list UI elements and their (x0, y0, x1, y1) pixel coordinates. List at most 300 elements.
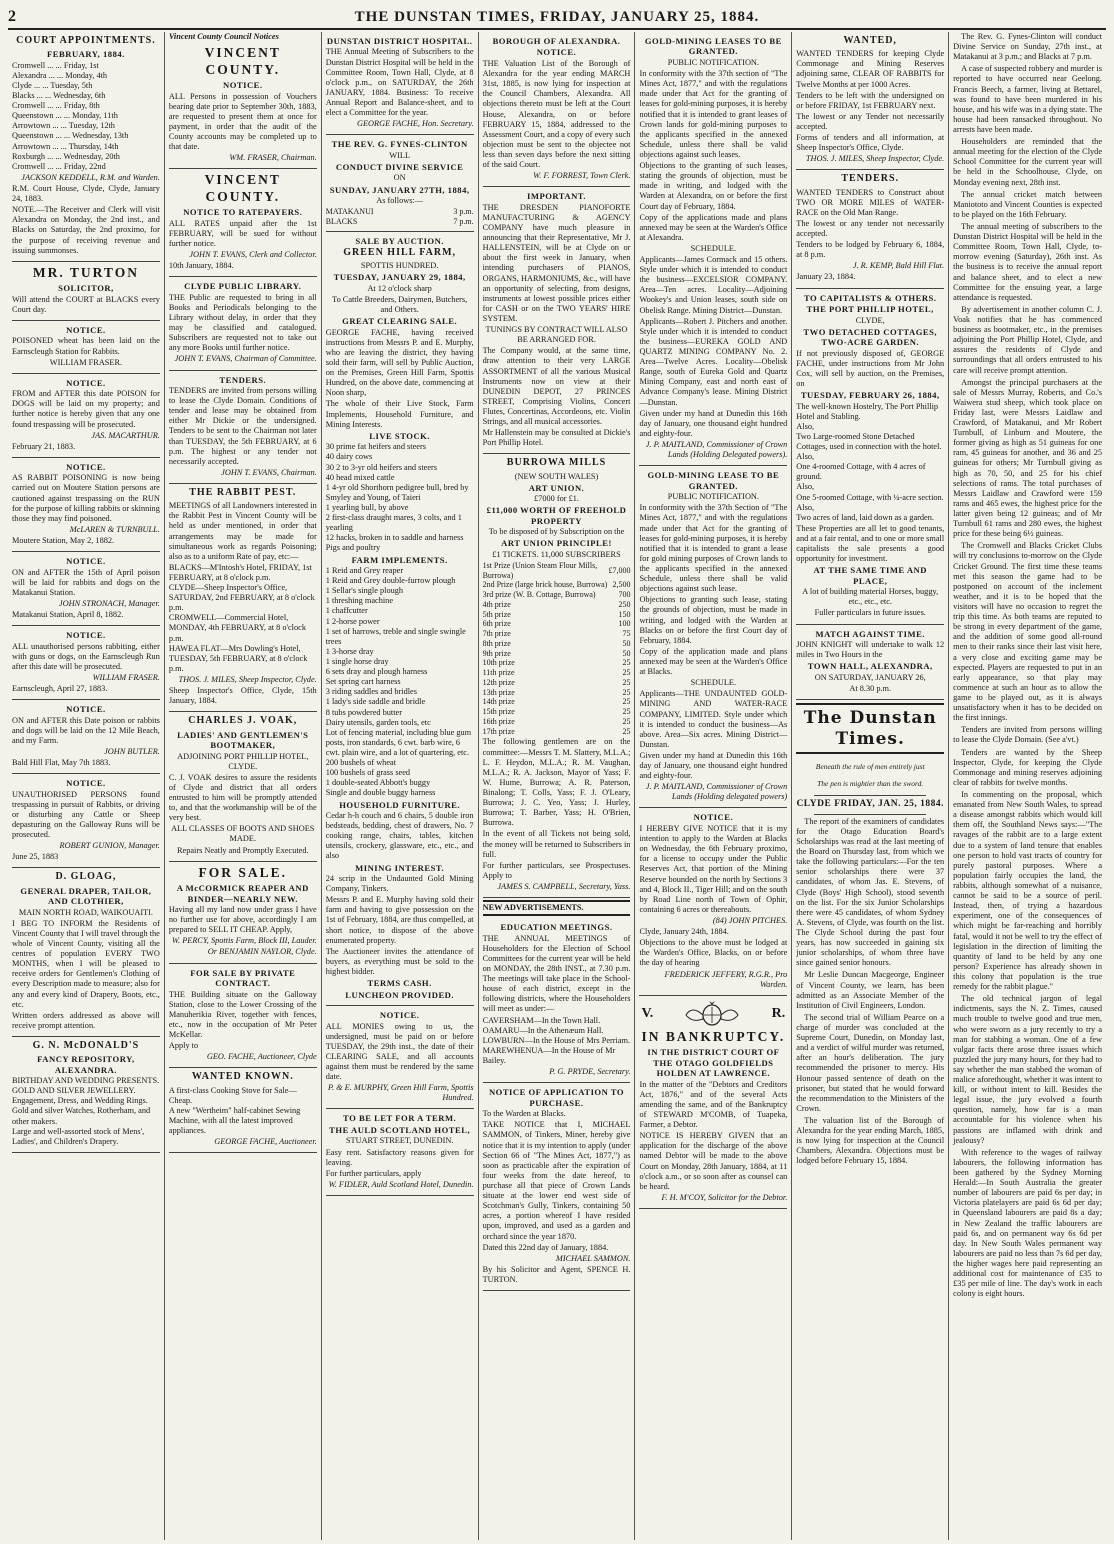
rabbit-pest (169, 484, 317, 712)
ad-apply: For further particulars, apply (325, 1168, 422, 1178)
table-cell: 10th prize (482, 658, 515, 668)
table-cell: 2nd Prize (large brick house, Burrowa) (482, 580, 608, 590)
ad-line: To the Warden at Blacks. (482, 1109, 566, 1119)
turton-body: Will attend the COURT at BLACKS every Court day. (12, 294, 160, 314)
court-heading: COURT APPOINTMENTS. (16, 35, 156, 46)
ad-heading: WANTED KNOWN. (191, 1071, 294, 1083)
article-paragraph: The old technical jargon of legal indictments, says the N. Z. Times, caused much trouble to twelve good and true men, who were sworn as a jury recently to try a man for stabbing a woman. One of a few vulgar facts there arose three issues which puzzled the jury many hours, for they had to say whether the man stabbed the woman of malice aforethought, whether it was intent to kill, or without intent to kill. Besides the legal issue, the jury evolved a fourth question, namely, how far is a man accountable for his violence when his passions are inflamed with drink and jealousy? (953, 994, 1103, 1145)
ad-heading: FOR SALE. (198, 864, 288, 880)
notice-body: ALL unauthorised persons rabbiting, either with guns or dogs, on the Earnscleugh Run after this date will be prosecuted. (12, 641, 160, 671)
ad-body: I BEG TO INFORM the Residents of Vincent County that I will travel through the whole of Vincent County, visiting all the centres of population EVERY TWO MONTHS, when I will be pleased to receive orders for Gentlemen's Clothing of every Description made to measure; also for any and every kind of Drapery, Boots, etc., etc. (12, 918, 160, 1009)
prize-row (483, 590, 631, 600)
property-item: Also, (796, 421, 815, 431)
ad-body: C. J. VOAK desires to assure the residents of Clyde and district that all orders entrusted to him will be promptly attended to, and that the workmanship will be of the very best. (168, 772, 317, 823)
table-cell: 25 (622, 687, 631, 697)
article-paragraph: The Rev. G. Fynes-Clinton will conduct Divine Service on Sunday, 27th inst., at Matakanui at 3 p.m.; and Blacks at 7 p.m. (953, 32, 1103, 62)
ad-subheading: MINING INTEREST. (355, 862, 445, 873)
ad-body: Forms of tenders and all information, at Sheep Inspector's Office, Clyde. (796, 133, 945, 153)
gold-mining-lease (639, 466, 787, 808)
ad-line: At 8.30 p.m. (849, 683, 892, 693)
ad-line: (NEW SOUTH WALES) (514, 471, 599, 481)
ad-subheading: A McCORMICK REAPER AND BINDER—NEARLY NEW. (176, 883, 309, 904)
table-cell: 25 (622, 658, 631, 668)
ad-subheading: TWO DETACHED COTTAGES, TWO-ACRE GARDEN. (803, 326, 938, 348)
service-table (326, 207, 474, 227)
ad-heading: NOTICE. (379, 1010, 420, 1021)
ad-signature: FREDERICK JEFFERY, R.G.R., Pro Warden. (664, 969, 788, 989)
ad-body: In the event of all Tickets not being sold, the money will be returned to Subscribers in full. (482, 829, 631, 859)
livestock-item: 40 dairy cows (325, 452, 373, 462)
hotel-to-let (326, 1109, 474, 1196)
meeting-item: MAREWHENUA—In the House of Mr Bailey. (482, 1045, 616, 1065)
ad-heading: TO BE LET FOR A TERM. (343, 1113, 457, 1124)
table-cell: 13th prize (482, 687, 515, 697)
ad-line: PUBLIC NOTIFICATION. (667, 57, 759, 67)
ad-apply: For further particulars, see Prospectuses. Apply to (482, 860, 631, 880)
article-paragraph: With reference to the wages of railway labourers, the following information has been gathered by the Sydney Morning Herald:—In South Australia the greater number of labourers are paid 6s per day; in Victoria platelayers are paid 6s 6d per day; in Queensland labourers are paid 8s a day; in New Zealand the traffic labourers are paid 6s, and on permanent way 6s 6d per day. In New South Wales permanent way labourers are paid no less than 7s 6d per day, the higher wages here paid representing an additional cost for maintenance of £35 to £35 per mile of line. The day's work in each colony is eight hours. (953, 1147, 1103, 1299)
ad-heading: THE REV. G. FYNES-CLINTON (331, 139, 468, 150)
columns (8, 32, 1106, 1540)
ad-body: Objections to the above must be lodged at the Warden's Office, Blacks, on or before the day of hearing (639, 938, 788, 968)
ad-body: In conformity with the 37th Section of "The Mines Act, 1877," and with the regulations made under that Act for the granting of leases for gold-mining purposes, it is hereby notified that it is intended to grant a lease for gold mining purposes of Crown lands to the applicants specified in the annexed Schedule, unless there shall be valid objections against such lease. (639, 503, 788, 594)
court-signature: JACKSON KEDDELL, R.M. and Warden. (21, 172, 160, 182)
table-cell: 17th prize (482, 726, 515, 736)
livestock-item: 1 4-yr old Shorthorn pedigree bull, bred by Smyley and Young, of Taieri (325, 482, 469, 502)
schedule-heading: SCHEDULE. (690, 678, 737, 688)
article-paragraph: By advertisement in another column C. J. Voak notifies that he has commenced business as bootmaker, etc., in the premises adjoining the Port Phillip Hotel, Clyde, and assures the residents of Clyde and surroundings that all orders entrusted to his care will receive prompt attention. (953, 304, 1103, 375)
table-cell: 11th prize (482, 668, 515, 678)
property-item: The well-known Hostelry, The Port Phillip Hotel and Stabling. (796, 401, 939, 421)
ad-body: In conformity with the 37th section of "The Mines Act, 1877," and with the regulations made under that Act for the granting of leases for gold-mining purposes, it is hereby notified that it is intended to grant leases of Crown lands for gold-mining purposes to the applicants specified in the annexed Schedule, unless there shall be valid objections against such leases. (639, 69, 788, 159)
ad-subheading: CONDUCT DIVINE SERVICE (335, 161, 464, 172)
vincent-county-vouchers (169, 42, 317, 169)
ad-subheading: FARM IMPLEMENTS. (351, 554, 448, 565)
table-cell: 25 (622, 677, 631, 687)
implement-item: 1 set of harrows, treble and single swingle trees (325, 626, 466, 646)
editorial-dateline: CLYDE FRIDAY, JAN. 25, 1884. (796, 799, 944, 810)
ad-heading: NOTICE OF APPLICATION TO PURCHASE. (488, 1087, 625, 1108)
table-cell: 8th prize (482, 638, 511, 648)
turton-subheading: SOLICITOR, (58, 283, 114, 294)
property-item: One 5-roomed Cottage, with ¼-acre section. (796, 492, 944, 502)
ad-body: Copy of the application made and plans annexed may be seen at the Warden's Office at Blacks. (639, 646, 788, 677)
ad-heading: GOLD-MINING LEASES TO BE GRANTED. (644, 36, 782, 57)
ad-body: The Auctioneer invites the attendance of buyers, as everything must be sold to the highest bidder. (325, 946, 474, 976)
court-row: Alexandra ... ... Monday, 4th (12, 70, 108, 80)
divine-service (326, 135, 474, 231)
prize-row (483, 727, 631, 737)
ad-solicitor: By his Solicitor and Agent, SPENCE H. TURTON. (482, 1264, 631, 1284)
ad-subheading: THE PORT PHILLIP HOTEL, (806, 304, 934, 315)
ad-heading: CLYDE PUBLIC LIBRARY. (184, 281, 302, 292)
table-cell: 25 (622, 707, 631, 717)
ad-heading: TENDERS. (841, 173, 900, 185)
ad-line: Fuller particulars in future issues. (814, 608, 926, 618)
livestock-item: 2 first-class draught mares, 3 colts, and 1 yearling (325, 513, 462, 533)
property-item: Also, (796, 502, 815, 512)
ad-body: Objections to granting such lease, stating the grounds of objection, must be made in writing, and lodged with the Warden at Blacks on or before the first Court day of February, 1884. (639, 595, 788, 645)
ad-line: SPOTTIS HUNDRED. (360, 261, 439, 271)
column-2 (165, 32, 322, 1540)
ad-list (12, 1076, 160, 1147)
newspaper-title: The Dunstan Times. (796, 703, 944, 754)
ad-signature: P. & E. MURPHY, Green Hill Farm, Spottis Hundred. (327, 1083, 474, 1103)
prize-row (483, 561, 631, 581)
ad-line: CLYDE, (855, 315, 885, 325)
ad-date: Dated this 22nd day of January, 1884. (482, 1242, 609, 1252)
implement-item: 1 lady's side saddle and bridle (325, 697, 426, 707)
ad-heading: D. GLOAG, (55, 871, 117, 883)
ad-signature: GEO. FACHE, Auctioneer, Clyde (206, 1052, 317, 1062)
ad-subheading: NOTICE. (536, 47, 577, 58)
butler-notice (12, 700, 160, 774)
meeting-item: LOWBURN—In the House of Mrs Perriam. (482, 1035, 631, 1045)
page-header (8, 6, 1106, 30)
ad-list (169, 1086, 317, 1137)
ad-subheading: AT THE SAME TIME AND PLACE, (813, 565, 927, 586)
schedule-heading: SCHEDULE. (690, 243, 737, 253)
implement-item: Set spring cart harness (325, 677, 401, 687)
court-row: Cromwell ... ... Friday, 1st (12, 60, 99, 70)
court-row: Blacks ... ... Wednesday, 6th (12, 91, 106, 100)
notice-signature: WILLIAM FRASER. (49, 357, 123, 367)
ad-body: If not previously disposed of, GEORGE FACHE, under instructions from Mr John Cox, will sell by auction, on the Premises, on (796, 348, 945, 388)
education-meetings (483, 918, 631, 1083)
ad-body: ALL RATES unpaid after the 1st FEBRUARY, will be sued for without further notice. (168, 218, 317, 248)
service-row (326, 207, 474, 217)
ad-heading: MATCH AGAINST TIME. (815, 628, 925, 639)
court-row: Queenstown ... ... Wednesday, 13th (12, 131, 129, 141)
ad-body: The whole of their Live Stock, Farm Implements, Household Furniture, and Mining Interests. (325, 399, 474, 429)
port-phillip-sale (796, 289, 944, 625)
implement-item: 1 2-horse power (325, 616, 380, 626)
court-row: Arrowtown ... ... Tuesday, 12th (12, 121, 115, 131)
ad-heading: IMPORTANT. (526, 191, 587, 202)
ad-body: Given under my hand at Dunedin this 16th day of January, one thousand eight hundred and eighty-four. (639, 408, 788, 438)
ad-heading: BOROUGH OF ALEXANDRA. (492, 36, 621, 46)
ad-line: To be disposed of by Subscription on the (488, 527, 625, 537)
ad-body: The lowest or any tender not necessarily accepted. (796, 218, 945, 239)
prize-row (483, 717, 631, 727)
ad-date: 10th January, 1884. (168, 261, 234, 271)
ad-heading: VINCENT COUNTY. (204, 45, 281, 77)
rabbit-tenders (796, 32, 944, 170)
meeting-item: OAMARU—In the Athenæum Hall. (482, 1025, 604, 1035)
ad-subheading: ART UNION. (528, 482, 585, 493)
ad-heading: GOLD-MINING LEASE TO BE GRANTED. (647, 470, 780, 491)
column-1 (8, 32, 165, 1540)
ad-subheading: GENERAL DRAPER, TAILOR, AND CLOTHIER, (20, 885, 152, 907)
ad-body: These Properties are all let to good tenants, and at a fair rental, and to one or more small capitalists the sale presents a good opportunity for investment. (796, 523, 945, 564)
article-paragraph: The report of the examiners of candidates for the Otago Education Board's Scholarships was read at the last meeting of the Board on Thursday last, from which we take the following particulars:—For the ten senior scholarships there were 37 candidates, of whom Jas. E. Stevens, of Clyde (Boys' High School), stood seventh on the list. For the six Junior Scholarships there were 45 candidates, of whom Sydney A. Stevens, of Clyde, was fourth on the list. The Clyde School during the past four years, has now succeeded in gaining six junior scholarships, of whom three have since gained senior honours. (796, 816, 945, 968)
notice-heading: NOTICE. (66, 704, 106, 715)
article-paragraph: The Cromwell and Blacks Cricket Clubs will try conclusions to-morrow on the Clyde Cricket Ground. The first time these teams met this season the game had to be postponed on account of the inclement weather, and it is to be hoped that the visitors will have no occasion to regret the trip this time. As both teams are reputed to be strong in every department of the game, and the addition of some good all-round men to their ranks since their last visit here, a very close and exciting game may be expected. Players are requested to put in an early appearance, so that play may commence at such an hour as to allow the game to be played out, as it is always unsatisfactory when it has to be decided on the first innings. (953, 541, 1103, 723)
divider (814, 795, 926, 796)
ad-subheading: FANCY REPOSITORY, ALEXANDRA. (37, 1054, 135, 1075)
ad-body: 24 scrip in the Undaunted Gold Mining Company, Tinkers. (325, 874, 474, 894)
page-number: 2 (8, 8, 17, 25)
prize-row (483, 707, 631, 717)
court-place: R.M. Court House, Clyde, Clyde, January 24, 1883. (12, 183, 160, 204)
ad-signature: Or BENJAMIN NAYLOR, Clyde. (207, 947, 317, 957)
ad-body: ALL Persons in possession of Vouchers bearing date prior to September 30th, 1883, are requested to present them at once for payment, in order that the audit of the County accounts may be completed up to that date. (168, 91, 317, 152)
notice-heading: NOTICE. (66, 778, 106, 789)
prize-table (483, 561, 631, 737)
ad-date: ON SATURDAY, JANUARY 26, (814, 672, 926, 682)
ad-body: In the matter of the "Debtors and Creditors Act, 1876," and of the several Acts amending the same, and of the Bankruptcy of STEWARD M'COMB, of Tuapeka, Farmer, a Debtor. (639, 1079, 788, 1130)
implement-item: Lot of fencing material, including blue gum posts, iron standards, 6 cwt. barb wire, 6 cwt. plain wire, and a lot of quartering, etc. (325, 727, 472, 757)
earnscleugh-notice (12, 626, 160, 700)
borough-notice (483, 32, 631, 187)
list-item: GOLD AND SILVER JEWELLERY. (12, 1086, 136, 1096)
ad-line: £1 TICKETS. 11,000 SUBSCRIBERS (492, 549, 621, 559)
notice-signature: JAS. MACARTHUR. (91, 430, 160, 440)
ad-body: Messrs P. and E. Murphy having sold their farm and having to give possession on the 1st of February, 1884, are thus compelled, at short notice, to dispose of the above enumerated property. (325, 895, 474, 945)
ad-heading: SALE BY AUCTION. (355, 235, 444, 246)
implement-item: 3 riding saddles and bridles (325, 687, 417, 697)
prize-row (483, 619, 631, 629)
ad-note: Written orders addressed as above will receive prompt attention. (12, 1010, 160, 1030)
livestock-list (326, 442, 474, 553)
ad-line: WILL (389, 150, 411, 160)
notice-heading: NOTICE. (66, 377, 106, 388)
implement-item: 200 bushels of wheat (325, 758, 396, 768)
news-column (953, 32, 1102, 1299)
ad-address: STUART STREET, DUNEDIN. (345, 1136, 454, 1146)
ad-subheading: HOUSEHOLD FURNITURE. (339, 799, 461, 810)
motto-line-1: Beneath the rule of men entirely just (815, 761, 925, 771)
prize-row (483, 688, 631, 698)
ad-body: Cedar h-h couch and 6 chairs, 5 double iron bedsteads, bedding, chest of drawers, No. 7 cooking range, chairs, tables, kitchen utensils, crockery, glassware, etc., etc., and also (325, 810, 474, 861)
notice-date: February 21, 1883. (12, 441, 76, 451)
article-paragraph: Tenders are invited from persons willing to lease the Clyde Domain. (See a'vt.) (953, 725, 1103, 745)
private-contract (169, 964, 317, 1069)
ad-subheading: NOTICE TO RATEPAYERS. (183, 207, 303, 218)
table-cell: 3 p.m. (453, 207, 474, 217)
hospital-notice (326, 32, 474, 135)
implement-item: 8 tubs powdered butter (325, 707, 402, 717)
ad-heading: TENDERS. (219, 374, 267, 385)
table-cell: 4th prize (482, 599, 511, 609)
ad-body: Tenders to be lodged by February 6, 1884, at 8 p.m. (796, 240, 945, 260)
auction-sale (326, 232, 474, 1006)
implement-item: Dairy utensils, garden tools, etc (325, 717, 431, 727)
ad-date: SUNDAY, JANUARY 27TH, 1884, (329, 184, 470, 195)
ad-date: Sheep Inspector's Office, Clyde, 15th January, 1884. (168, 686, 317, 706)
prize-row (483, 639, 631, 649)
ad-body: Applicants—James Cormack and 15 others. Style under which it is intended to conduct the business—EXCELSIOR COMPANY. Area—Ten acres. Locality—Adjoining Wookey's and Union leases, south side on Obelisk Range. Mining District—Dunstan. (639, 255, 788, 315)
wanted-known (169, 1068, 317, 1153)
ad-line: PUBLIC NOTIFICATION. (667, 492, 759, 502)
ad-signature: JOHN T. EVANS, Chairman. (221, 467, 317, 477)
property-item: Also, (796, 452, 815, 462)
notice-date: June 25, 1883 (12, 852, 59, 862)
table-cell: 5th prize (482, 609, 511, 619)
notice-heading: NOTICE. (66, 630, 106, 641)
ad-body: ALL MONIES owing to us, the undersigned, must be paid on or before TUESDAY, the 29th inst., the date of their CLEARING SALE, and all accounts against them must be rendered by the same date. (325, 1021, 474, 1082)
ad-signature: JOHN T. EVANS, Clerk and Collector. (189, 250, 317, 260)
ad-heading: EDUCATION MEETINGS. (500, 922, 613, 933)
ad-signature: JOHN T. EVANS, Chairman of Committee. (174, 354, 317, 364)
ad-signature: F. H. M'COY, Solicitor for the Debtor. (661, 1192, 788, 1202)
purchase-application (483, 1083, 631, 1291)
turton-heading: MR. TURTON (32, 264, 139, 280)
ad-body: Objections to the granting of such leases, stating the grounds of objection, must be made in writing, and lodged with the Warden at Alexandra, on or before the first Court day of February, 1884. (639, 161, 788, 211)
notice-body: POISONED wheat has been laid on the Earnscleugh Station for Rabbits. (12, 336, 160, 356)
table-cell: 25 (622, 668, 631, 678)
ad-signature: W. F. FORREST, Town Clerk. (533, 171, 631, 181)
notice-date: Matakanui Station, April 8, 1882. (12, 610, 124, 620)
table-cell: 150 (618, 609, 631, 619)
ad-body: Tenders to be left with the undersigned on or before FRIDAY, 1st FEBRUARY next. (796, 90, 945, 110)
ad-body: THE ANNUAL MEETINGS of Householders for the Election of School Committees for the current year will be held on MONDAY, the 28th INST., at 7.30 p.m. The meetings will take place in the School-house of each district, except in the following districts, where the Householders will meet as under:— (482, 933, 631, 1014)
table-cell: 15th prize (482, 707, 515, 717)
page-title: THE DUNSTAN TIMES, FRIDAY, JANUARY 25, 1884. (354, 8, 760, 25)
ad-signature: J. R. KEMP, Bald Hill Flat. (852, 261, 945, 271)
notice-heading: NOTICE. (66, 556, 106, 567)
notice-signature: WILLIAM FRASER. (92, 672, 160, 682)
article-paragraph: Amongst the principal purchasers at the sale of Messrs Murray, Roberts, and Co.'s Waiwera stud sheep, which took place on Friday last, were Messrs Laidlaw and Crawford, of Matakanui, and Mr Robert Turnbull, of Linburn and Moutere, the former giving as high as 51 guineas for one ram, 45 guineas for another, and 36 and 25 guineas for others; Mr Turnbull giving as high as 70, 50, and 25 for his chief selections of rams. The total purchases of Messrs Laidlaw and Crawford were 159 rams and 465 ewes, the highest price for the latter given being 12 guineas; and of Mr Turnbull 61 rams and 280 ewes, the highest price for these being 6½ guineas. (953, 377, 1103, 539)
ad-signature: J. P. MAITLAND, Commissioner of Crown Lands (Holding delegated powers) (645, 782, 788, 802)
notice-body: ON and AFTER the 15th of April poison will be laid for rabbits and dogs on the Matakanui Station. (12, 567, 160, 597)
column-3 (322, 32, 479, 1540)
ad-date: Clyde, January 24th, 1884. (639, 927, 729, 937)
gold-mining-leases (639, 32, 787, 466)
article-paragraph: The valuation list of the Borough of Alexandra for the year ending March, 1885, is now lying for inspection at the Council Chambers, Alexandra. Objections must be lodged before February 15, 1884. (796, 1115, 945, 1166)
turton-ad (12, 262, 160, 321)
prize-row (483, 580, 631, 590)
notice-date: Bald Hill Flat, May 7th 1883. (12, 758, 111, 768)
property-item: One 4-roomed Cottage, with 4 acres of ground. (796, 462, 926, 482)
ad-line: At 12 o'clock sharp (367, 283, 432, 293)
article-paragraph: A case of suspected robbery and murder is reported to have occurred near Geelong. Francis Beech, a farmer, living at Bettarel, was found to have been murdered in his house, and his wife was in a dying state. The house had been ransacked throughout. No arrests have been made. (953, 64, 1103, 134)
court-row: Queenstown ... ... Monday, 11th (12, 111, 118, 121)
ad-address: MAIN NORTH ROAD, WAIKOUAITI. (18, 907, 154, 917)
meeting-item: CROMWELL—Commercial Hotel, MONDAY, 4th FEBRUARY, at 8 o'clock p.m. (168, 613, 306, 643)
meeting-list (483, 1016, 631, 1067)
livestock-item: Pigs and poultry (325, 543, 381, 553)
table-cell: 12th prize (482, 677, 515, 687)
ad-body: I HEREBY GIVE NOTICE that it is my intention to apply to the Warden at Blacks on Wednesday, the 6th February proximo, for a license to occupy under the Public Reserves Act, that portion of the Mining Reserve bounded on the north by Sections 3 and 4, Block II., Tiger Hill; and on the south by Road Line north of Town of Ophir, containing 6 acres or thereabouts. (639, 823, 788, 914)
property-item: Also, (796, 482, 815, 492)
list-item: BIRTHDAY AND WEDDING PRESENTS. (12, 1076, 160, 1086)
notice-body: ON and AFTER this Date poison or rabbits and dogs will be laid on the 12 Mile Beach, and my Farm. (12, 715, 160, 745)
ad-body: THE DRESDEN PIANOFORTE MANUFACTURING & AGENCY COMPANY have much pleasure in announcing that their Representative, Mr J. HALLENSTEIN, will be at Clyde on or about the first week in January, when intending purchasers of PIANOS, ORGANS, HARMONIUMS, &c., will have an opportunity of selecting, from designs, instruments at lowest possible prices either for CASH or on the TWO YEARS' HIRE SYSTEM. (482, 202, 631, 323)
article-paragraph: In commenting on the proposal, which emanated from New South Wales, to spread a disease amongst rabbits which would kill them off, the Southland News says:—"The ravages of the rabbit are to a large extent due to a system of land tenure that enables one person to hold vast tracts of country for purely pastoral purposes. Where a population fairly occupies the land, the rabbits, although somewhat of a nuisance, cannot be said to be a source of peril. Instead, then, of trying a hazardous experiment, one of the consequences of which might be far-reaching and horribly fatal, would it not be well to try the effect of legislation in the direction of limiting the quantity of land to be held by any one person? Experience has already shown in this colony that population is the true remedy for the rabbit plague." (953, 789, 1103, 992)
ad-heading: NOTICE. (693, 812, 734, 823)
table-cell: 1st Prize (Union Steam Flour Mills, Burrowa) (482, 560, 598, 580)
domain-tenders (169, 371, 317, 484)
notice-signature: ROBERT GUNION, Manager. (59, 841, 160, 851)
implement-item: 1 single horse dray (325, 656, 389, 666)
motto-line-2: The pen is mightier than the sword. (817, 778, 924, 788)
table-cell: 16th prize (482, 716, 515, 726)
table-cell: 75 (622, 629, 631, 639)
meeting-item: CLYDE—Sheep Inspector's Office, SATURDAY, 2nd FEBRUARY, at 8 o'clock p.m. (168, 583, 315, 613)
implement-item: 1 Sellar's single plough (325, 586, 404, 596)
table-cell: 7th prize (482, 629, 511, 639)
ad-signature: GEORGE FACHE, Auctioneer. (214, 1137, 317, 1147)
table-cell: 6th prize (482, 619, 511, 629)
table-cell: MATAKANUI (325, 207, 374, 217)
court-row: Clyde ... ... Tuesday, 5th (12, 80, 93, 90)
ad-heading: FOR SALE BY PRIVATE CONTRACT. (190, 967, 296, 989)
table-cell: 2,500 (612, 580, 631, 590)
ad-body: WANTED TENDERS to Construct about TWO OR MORE MILES of WATER-RACE on the Old Man Range. (796, 187, 945, 217)
ad-signature: W. FIDLER, Auld Scotland Hotel, Dunedin. (328, 1179, 474, 1189)
ad-body: Given under my hand at Dunedin this 16th day of January, one thousand eight hundred and eighty-four. (639, 750, 788, 781)
list-item: A first-class Cooking Stove for Sale—Cheap. (168, 1085, 297, 1105)
table-cell: £7,000 (608, 565, 631, 575)
court-note: NOTE.—The Receiver and Clerk will visit Alexandra on Monday, the 2nd inst., and Blacks on Saturday, the 2nd proximo, for the purpose of receiving revenue and issuing summonses. (12, 205, 160, 255)
column-7 (949, 32, 1106, 1540)
prize-row (483, 600, 631, 610)
ad-line: To Cattle Breeders, Dairymen, Butchers, and Others. (332, 295, 468, 315)
table-cell: 9th prize (482, 648, 511, 658)
livestock-item: 1 yearling bull, by above (325, 502, 409, 512)
notice-date: Earnscleugh, April 27, 1883. (12, 684, 108, 694)
ad-heading: IN BANKRUPTCY. (641, 1028, 786, 1044)
ad-subheading: LUNCHEON PROVIDED. (345, 989, 455, 1000)
article-paragraph: The annual cricket match between Maniototo and Vincent Counties is expected to be played on the 16th February. (953, 189, 1103, 219)
ad-subheading: ART UNION PRINCIPLE! (501, 538, 612, 549)
ad-subheading: LADIES' AND GENTLEMEN'S BOOTMAKER, (177, 729, 309, 751)
notice-signature: JOHN BUTLER. (104, 747, 160, 756)
ad-subheading: GREAT CLEARING SALE. (342, 316, 458, 327)
match-against-time (796, 625, 944, 700)
ad-address: ADJOINING PORT PHILLIP HOTEL, CLYDE. (177, 751, 309, 771)
ad-body: Easy rent. Satisfactory reasons given for leaving. (325, 1147, 474, 1167)
notice-signature: McLAREN & TURNBULL. (69, 524, 160, 534)
court-row: Arrowtown ... ... Thursday, 14th (12, 141, 119, 151)
table-cell: 7 p.m. (453, 216, 474, 226)
ad-body: Mr Hallenstein may be consulted at Dickie's Port Phillip Hotel. (482, 428, 631, 448)
ad-subheading: LIVE STOCK. (369, 430, 431, 441)
ad-date: TUESDAY, FEBRUARY 26, 1884, (800, 390, 940, 401)
implement-item: 1 double-seated Abbott's buggy (325, 778, 431, 788)
ad-signature: J. P. MAITLAND, Commissioner of Crown Lands (Holding Delegated powers). (645, 440, 788, 460)
ad-body: TAKE NOTICE that I, MICHAEL SAMMON, of Tinkers, Miner, hereby give notice that it is my intention to apply (under Section 66 of "The Mines Act, 1877,") as soon as practicable after the expiration of four weeks from the date hereof, to purchase all that piece of Crown Lands situate at the lower end west side of Scotchman's Gully, Tinkers, containing 50 acres, a portion whereof I have resided upon, improved, and used as a garden and orchard since the year 1870. (482, 1120, 631, 1241)
column-6 (792, 32, 949, 1540)
ad-signature: THOS. J. MILES, Sheep Inspector, Clyde. (178, 675, 317, 685)
meeting-item: HAWEA FLAT—Mrs Dowling's Hotel, TUESDAY, 5th FEBRUARY, at 8 o'clock p.m. (168, 643, 308, 673)
ad-signature: W. PERCY, Spottis Farm, Block III, Lauder. (171, 936, 317, 946)
ad-subheading: THE AULD SCOTLAND HOTEL, (329, 1124, 471, 1135)
ad-body: Applicants—Robert J. Pitchers and another. Style under which it is intended to conduct the business—EUREKA GOLD AND QUARTZ MINING COMPANY No. 2. Area—Twelve Acres. Locality—Obelisk Range, south of Eureka Gold and Quartz Mining Company, east and north east of Advance Company's lease. Mining District—Dunstan. (639, 316, 788, 407)
ad-signature: P. G. PRYDE, Secretary. (549, 1067, 631, 1077)
ad-body: The lowest or any Tender not necessarily accepted. (796, 111, 945, 131)
ad-heading: DUNSTAN DISTRICT HOSPITAL. (326, 36, 473, 46)
ad-date: January 23, 1884. (796, 272, 856, 282)
ad-heading: THE RABBIT PEST. (189, 486, 297, 498)
table-cell: 50 (622, 648, 631, 658)
list-item: A new "Wertheim" half-cabinet Sewing Machine, with all the latest improved appliances. (168, 1105, 301, 1135)
article-paragraph: The second trial of William Pearce on a charge of murder was concluded at the Supreme Court, Dunedin, on Monday last, and a verdict of wilful murder was returned, after an hour's deliberation. The jury recommended the prisoner to mercy. His Honour passed sentence of death on the prisoner, but stated that he would forward the recommendation to the Ministers of the Crown. (796, 1012, 945, 1113)
ad-body: THE Annual Meeting of Subscribers to the Dunstan District Hospital will be held in the Committee Room, Town Hall, Clyde, at 8 o'clock p.m., on SATURDAY, the 26th JANUARY, 1884. Business: To receive Annual Report and Balance-sheet, and to elect a Committee for the year. (325, 47, 474, 118)
poison-notice-2 (12, 374, 160, 458)
notice-body: AS RABBIT POISONING is now being carried out on Moutere Station persons are cautioned against trespassing on the RUN for the purpose of killing rabbits or skinning those they may find poisoned. (12, 473, 160, 523)
implement-item: 1 chaffcutter (325, 606, 368, 616)
ad-heading: TO CAPITALISTS & OTHERS. (803, 292, 937, 303)
property-item: Two acres of land, laid down as a garden. (796, 512, 934, 522)
galloway-notice (12, 774, 160, 868)
vcc-banner: Vincent County Council Notices (168, 32, 279, 41)
implement-item: Single and double buggy harness (325, 788, 436, 798)
court-row: Cromwell ... ... Friday, 8th (12, 101, 100, 111)
piano-ad (483, 187, 631, 454)
implement-item: 100 bushels of grass seed (325, 768, 411, 778)
ad-signature: (84) JOHN PITCHES. (712, 915, 788, 925)
